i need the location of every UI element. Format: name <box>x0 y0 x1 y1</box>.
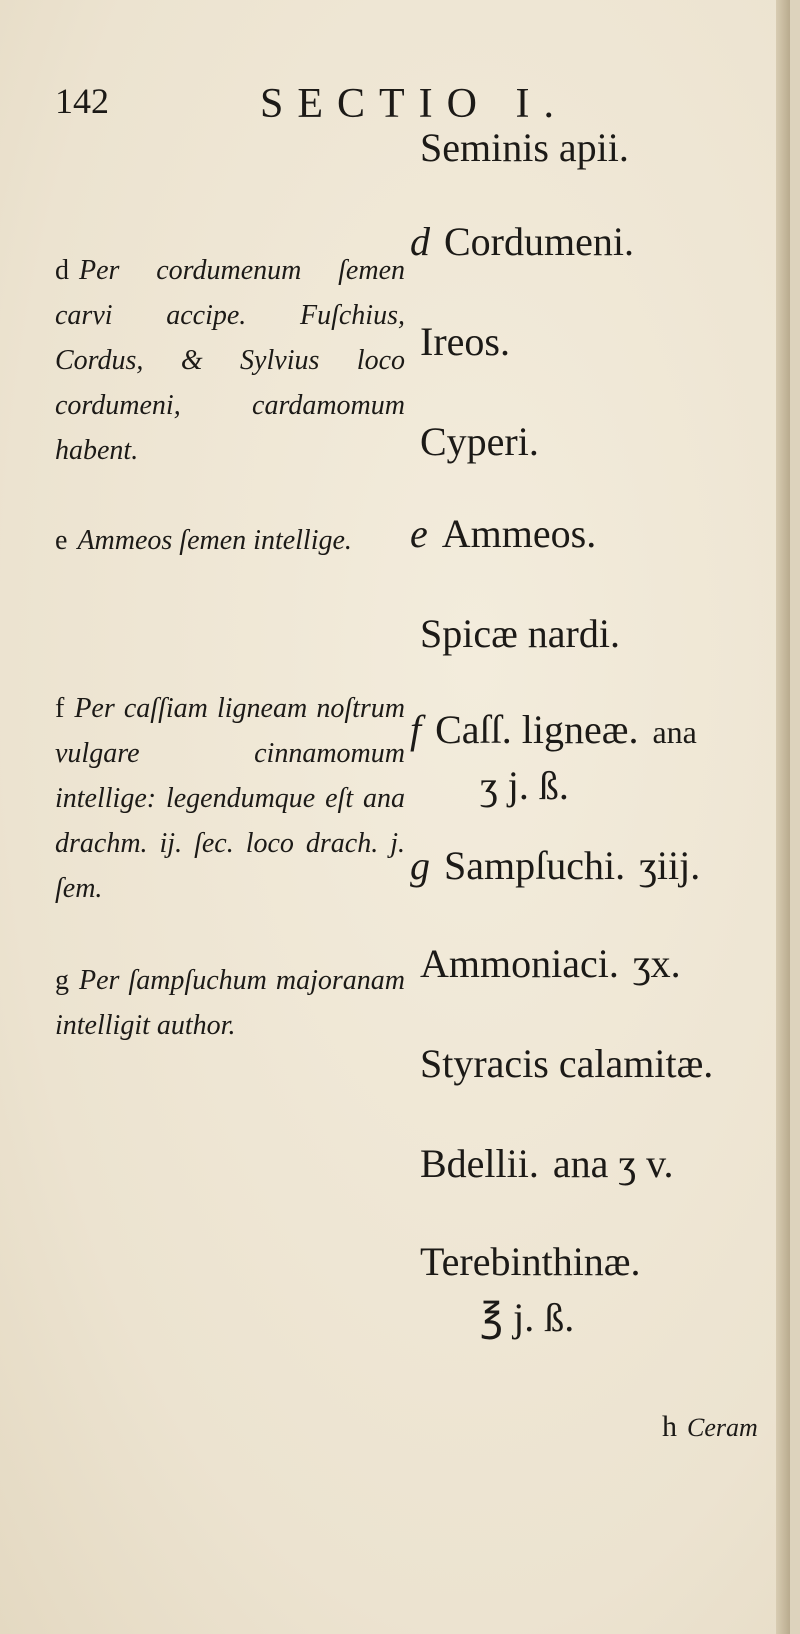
ingredient-name: Seminis apii. <box>420 125 629 170</box>
ingredient-name: Cordumeni. <box>444 219 634 264</box>
note-marker: g <box>55 965 69 996</box>
ingredient-quantity: ana ʒ v. <box>552 1141 674 1186</box>
recipe-item <box>420 1040 713 1088</box>
recipe-item <box>420 610 620 658</box>
ingredient-name: Spicæ nardi. <box>420 611 620 656</box>
note-g <box>55 958 405 1048</box>
recipe-item <box>410 218 634 266</box>
note-d <box>55 248 405 473</box>
ingredient-name: Caſſ. ligneæ. <box>435 707 639 752</box>
ingredient-quantity: ʒiij. <box>639 843 701 888</box>
section-title: SECTIO I. <box>260 81 568 127</box>
ingredient-name: Ammoniaci. <box>420 941 619 986</box>
note-marker: d <box>55 255 69 286</box>
note-text: Per caſſiam ligneam noſtrum vulgare cinnamomum intellige: legendumque eſt ana drachm. ij. ſec. loco drach. j. ſem. <box>55 693 405 904</box>
note-text: Per cordumenum ſemen carvi accipe. Fuſchius, Cordus, & Sylvius loco cordumeni, cardamomum habent. <box>55 255 405 466</box>
note-text: Per ſampſuchum majoranam intelligit author. <box>55 965 405 1041</box>
note-reference: d <box>410 219 430 264</box>
recipe-item <box>410 706 697 756</box>
ingredient-name: Bdellii. <box>420 1141 539 1186</box>
note-e <box>55 518 405 563</box>
catchword <box>662 1410 758 1444</box>
note-marker: e <box>55 525 68 556</box>
ingredient-name: Terebinthinæ. <box>420 1239 641 1284</box>
ingredient-quantity: ana <box>652 714 697 750</box>
recipe-item <box>420 124 629 172</box>
ingredient-name: Styracis calamitæ. <box>420 1041 714 1086</box>
note-marker: f <box>55 693 65 724</box>
note-reference: e <box>410 511 428 556</box>
ingredient-name: Sampſuchi. <box>444 843 626 888</box>
recipe-item <box>420 418 539 466</box>
ingredient-quantity-continuation: ℥ j. ß. <box>480 1295 575 1340</box>
recipe-item <box>420 318 510 366</box>
recipe-item <box>420 1238 641 1286</box>
recipe-item <box>420 1140 674 1188</box>
catchword-marker: h <box>662 1410 677 1443</box>
recipe-item <box>410 510 596 558</box>
ingredient-quantity: ʒx. <box>632 941 681 986</box>
page-gutter <box>776 0 790 1634</box>
recipe-item <box>420 940 681 988</box>
note-f <box>55 686 405 911</box>
note-reference: f <box>410 707 422 752</box>
ingredient-name: Ireos. <box>420 319 510 364</box>
ingredient-name: Cyperi. <box>420 419 539 464</box>
ingredient-name: Ammeos. <box>441 511 597 556</box>
note-reference: g <box>410 843 430 888</box>
note-text: Ammeos ſemen intellige. <box>77 525 352 556</box>
page-number: 142 <box>55 81 109 121</box>
running-head <box>55 80 615 130</box>
ingredient-quantity-continuation: ʒ j. ß. <box>480 763 569 808</box>
catchword-text: Ceram <box>687 1413 758 1442</box>
recipe-item <box>410 842 700 890</box>
